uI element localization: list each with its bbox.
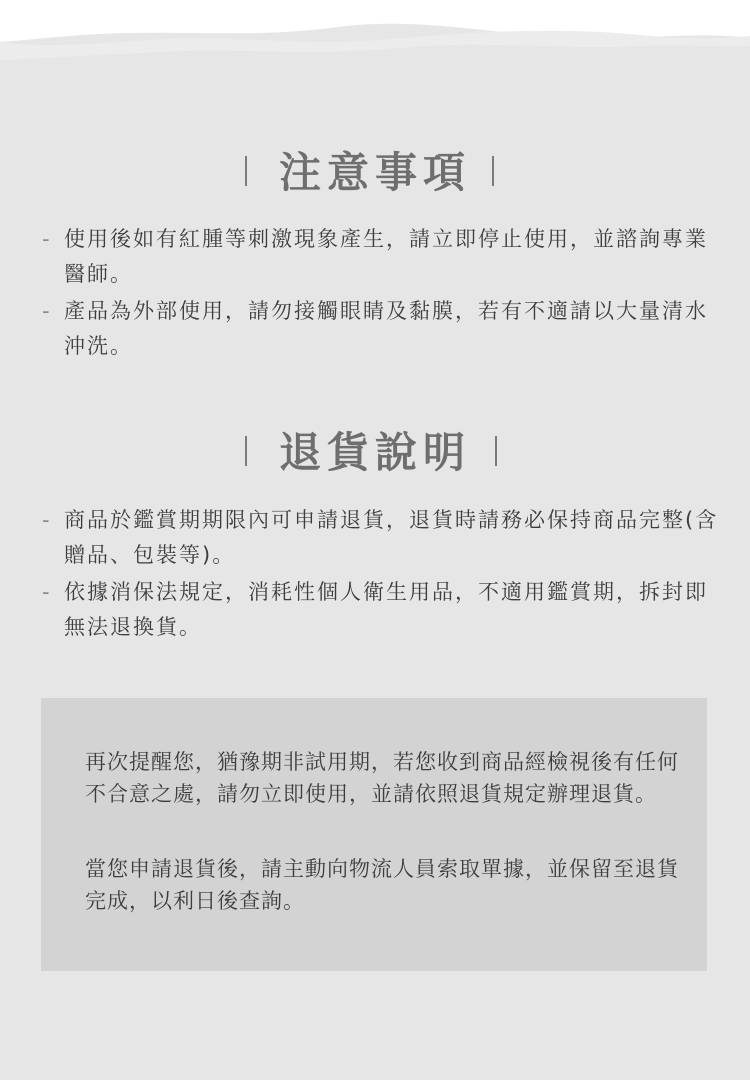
dash-bullet: - [42,508,52,532]
notice-paragraph-2: 當您申請退貨後，請主動向物流人員索取單據，並保留至退貨完成，以利日後查詢。 [85,857,679,913]
list-item: - 商品於鑑賞期期限內可申請退貨，退貨時請務必保持商品完整(含贈品、包裝等)。 [42,503,722,573]
returns-title: 退貨說明 [278,428,471,477]
list-item: - 使用後如有紅腫等刺激現象產生，請立即停止使用，並諮詢專業醫師。 [42,222,722,292]
dash-bullet: - [42,580,52,604]
returns-heading [0,428,750,478]
caution-title: 注意事項 [278,148,471,197]
notice-paragraph-1: 再次提醒您，猶豫期非試用期，若您收到商品經檢視後有任何不合意之處，請勿立即使用，並請依照退貨規定辦理退貨。 [85,750,679,806]
notice-box [41,698,707,971]
heading-left-bar [245,156,247,186]
dash-bullet: - [42,299,52,323]
caution-list [42,222,722,366]
heading-left-bar [245,436,247,466]
heading-right-bar [492,156,494,186]
heading-right-bar [495,436,497,466]
list-item: - 產品為外部使用，請勿接觸眼睛及黏膜，若有不適請以大量清水沖洗。 [42,294,722,364]
list-item: - 依據消保法規定，消耗性個人衛生用品，不適用鑑賞期，拆封即無法退換貨。 [42,575,722,645]
caution-heading [0,148,750,198]
dash-bullet: - [42,227,52,251]
top-wave-decoration [0,0,750,70]
returns-list [42,503,722,647]
